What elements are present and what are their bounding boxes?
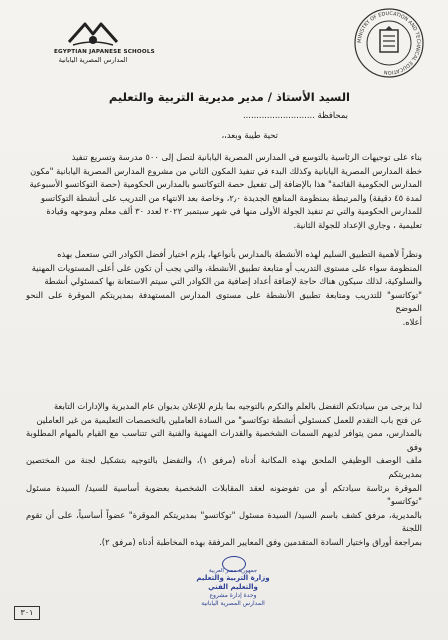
stamp-line-1: جمهورية مصر العربية xyxy=(208,568,258,574)
p2-line: المنظومة سواء على مستوى التدريب أو متابعة تطبيق الأنشطة، والتي يجب أن تكون على أعلى المستويات المهنية xyxy=(31,262,422,273)
p3-line: بالمديرية، مرفق كشف باسم السيد/ السيدة مسئول "توكاتسو" بمديريتكم الموقرة" عضواً أساسياً، على أن تقوم اللجنة xyxy=(26,509,422,534)
p1-line: بناء على توجيهات الرئاسية بالتوسع في المدارس المصرية اليابانية لتصل إلى ٥٠٠ مدرسة وتسريع تنفيذ xyxy=(71,152,422,162)
p2-line: "توكاتسو" للتدريب ومتابعة تطبيق الأنشطة على مستوى المدارس المستهدفة بمديريتكم الموقرة على النحو الموضح xyxy=(26,289,422,314)
official-stamp xyxy=(188,568,278,616)
greeting: تحية طيبة وبعد،، xyxy=(221,130,278,140)
p3-line: لذا يرجى من سيادتكم التفضل بالعلم والتكرم بالتوجيه بما يلزم للإعلان بديوان عام المديرية والإدارات التابعة xyxy=(53,401,422,411)
p3-line: عن فتح باب التقدم للعمل كمسئولي أنشطة توكاتسو" من السادة العاملين بالتخصصات التعليمية من غير العاملين xyxy=(36,414,422,425)
paragraph-1 xyxy=(26,151,422,233)
egyptian-japanese-schools-logo xyxy=(54,18,155,64)
p1-line: للمدارس الحكومية والتي تم تنفيذ الجولة الأولى منها في شهر سبتمبر ٢٠٢٢ لعدد ٣٠ ألف معلم وموجهه وقيادة xyxy=(46,206,422,217)
governorate-line: بمحافظة ........................... xyxy=(242,110,348,120)
logo-english-text: EGYPTIAN JAPANESE SCHOOLS xyxy=(54,49,155,55)
stamp-line-2: وزارة التربية والتعليم والتعليم الفني xyxy=(196,574,270,591)
page-number: ٣٠١ xyxy=(14,606,40,620)
p1-line: خطة المدارس المصرية اليابانية وكذلك البدء في تنفيذ المكون الثاني من مشروع المدارس المصرية اليابانية "مكون xyxy=(30,165,422,176)
p1-line: المدارس الحكومية القائمة" هذا بالإضافة إلى تفعيل حصة التوكاتسو بالمدارس الحكومية (حصة التوكاتسو الأسبوعية xyxy=(29,179,422,190)
ejs-emblem-icon xyxy=(63,18,123,48)
paragraph-3 xyxy=(26,400,422,550)
paragraph-2 xyxy=(26,248,422,330)
p2-line: أعلاه. xyxy=(402,316,422,327)
p1-line: لمدة ٤٥ دقيقة) والمرتبطة بمنظومة المناهج الجديدة ٢٫٠، وخاصة بعد الانتهاء من التدريب على أنشطة التوكاتسو xyxy=(40,192,422,203)
ministry-seal-logo xyxy=(352,6,426,80)
p1-line: تعليمية ، وجاري الإعداد للجولة الثانية. xyxy=(293,219,422,230)
p3-line: ملف الوصف الوظيفي الملحق بهذه المكاتبة أدناه (مرفق ١)، والتفضل بالتوجيه بتشكيل لجنة من المختصين بمديريتكم xyxy=(26,455,422,479)
logo-arabic-text: المدارس المصرية اليابانية xyxy=(58,56,128,64)
p2-line: ونظراً لأهمية التطبيق السليم لهذه الأنشطة بالمدارس بأنواعها، يلزم اختيار أفضل الكوادر التي ستعمل بهذه xyxy=(57,249,422,259)
ministry-seal-icon xyxy=(352,6,426,80)
seal-ring-text: MINISTRY OF EDUCATION AND TECHNICAL EDUCATION xyxy=(356,10,422,76)
p2-line: والسلوكية، لذلك سيكون هناك حاجة لإضافة أعداد إضافية من الكوادر التي سيتم الاستعانة بها كمسئولي أنشطة xyxy=(44,276,422,287)
p3-line: الموقرة برئاسة سيادتكم أو من تفوضونه لعقد المقابلات الشخصية بعضوية أساسية للسيد/ السيدة مسئول "توكاتسو" xyxy=(26,482,422,507)
p3-line: بالمدارس، ممن يتوافر لديهم السمات الشخصية والقدرات المهنية والفنية التي تتناسب مع القيام بالمهام المطلوبة وفق xyxy=(26,428,422,452)
p3-line: بمراجعة أوراق واختيار السادة المتقدمين وفق المعايير المرفقة بهذه المخاطبة أدناه (مرفق ٢). xyxy=(99,536,422,547)
letter-title: السيد الأستاذ / مدير مديرية التربية والتعليم xyxy=(108,90,350,104)
stamp-line-3: وحدة إدارة مشروع xyxy=(209,592,257,599)
stamp-emblem-icon xyxy=(222,556,246,572)
stamp-line-4: المدارس المصرية اليابانية xyxy=(201,600,265,607)
